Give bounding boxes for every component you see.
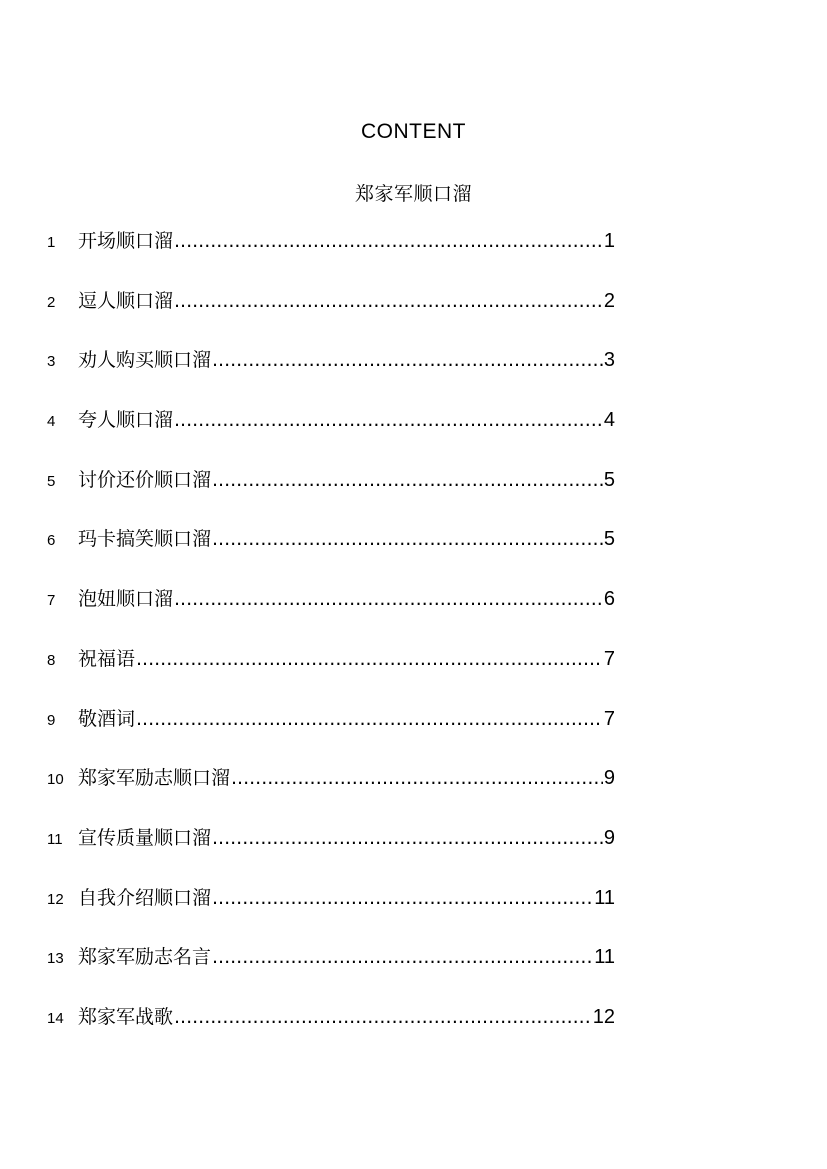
- toc-entry-page: 5: [603, 528, 615, 551]
- toc-entry-page: 6: [603, 588, 615, 611]
- toc-dot-leader: [174, 409, 603, 431]
- toc-entry-14[interactable]: [47, 1002, 615, 1062]
- toc-entry-page: 12: [592, 1005, 615, 1028]
- toc-entry-page: 1: [603, 230, 615, 252]
- toc-dot-leader: [212, 528, 603, 550]
- toc-entry-number: 10: [47, 771, 64, 789]
- toc-entry-title: 逗人顺口溜: [78, 289, 174, 312]
- toc-entry-number: 3: [47, 353, 56, 371]
- toc-entry-number: 14: [47, 1009, 64, 1027]
- toc-entry-number: 2: [47, 293, 56, 311]
- toc-entry-page: 2: [603, 289, 615, 312]
- toc-dot-leader: [136, 648, 603, 670]
- toc-entry-number: 12: [47, 890, 64, 908]
- toc-dot-leader: [212, 349, 603, 371]
- toc-entry-9[interactable]: [47, 704, 615, 764]
- toc-entry-number: 1: [47, 234, 56, 251]
- toc-dot-leader: [174, 290, 603, 312]
- toc-entry-5[interactable]: [47, 465, 615, 525]
- toc-entry-title: 讨价还价顺口溜: [78, 468, 212, 491]
- toc-entry-page: 11: [594, 886, 615, 909]
- toc-entry-number: 4: [47, 413, 56, 431]
- toc-entry-number: 5: [47, 472, 56, 490]
- toc-entry-title: 郑家军励志名言: [78, 946, 212, 969]
- toc-dot-leader: [212, 946, 593, 968]
- toc-entry-title: 祝福语: [78, 647, 136, 670]
- toc-entry-4[interactable]: [47, 405, 615, 465]
- toc-entry-page: 7: [603, 647, 615, 670]
- toc-entry-6[interactable]: [47, 524, 615, 584]
- toc-entry-8[interactable]: [47, 644, 615, 704]
- toc-entry-3[interactable]: [47, 345, 615, 405]
- toc-entry-number: 9: [47, 711, 56, 729]
- toc-dot-leader: [174, 588, 603, 610]
- toc-entry-13[interactable]: [47, 942, 615, 1002]
- toc-entry-page: 5: [603, 468, 615, 491]
- toc-entry-title: 宣传质量顺口溜: [78, 826, 212, 849]
- toc-entry-number: 8: [47, 651, 56, 669]
- toc-entry-title: 自我介绍顺口溜: [78, 886, 212, 909]
- toc-entry-11[interactable]: [47, 823, 615, 883]
- toc-entry-title: 郑家军战歌: [78, 1005, 174, 1028]
- toc-entry-page: 4: [603, 409, 615, 432]
- toc-entry-title: 劝人购买顺口溜: [78, 349, 212, 372]
- toc-entry-page: 9: [603, 767, 615, 790]
- toc-entry-title: 郑家军励志顺口溜: [78, 767, 231, 790]
- toc-dot-leader: [212, 887, 593, 909]
- toc-entry-title: 泡妞顺口溜: [78, 588, 174, 611]
- toc-dot-leader: [136, 708, 603, 730]
- toc-subtitle: 郑家军顺口溜: [354, 183, 472, 205]
- toc-entry-number: 7: [47, 592, 56, 610]
- toc-entry-page: 11: [594, 946, 615, 969]
- toc-dot-leader: [174, 230, 603, 252]
- toc-entry-title: 敬酒词: [78, 707, 136, 730]
- toc-dot-leader: [231, 767, 603, 789]
- toc-entry-1[interactable]: [47, 226, 615, 286]
- toc-entry-12[interactable]: [47, 883, 615, 943]
- toc-entry-title: 开场顺口溜: [78, 230, 174, 252]
- toc-list: [47, 226, 615, 1062]
- toc-entry-10[interactable]: [47, 763, 615, 823]
- toc-entry-page: 9: [603, 826, 615, 849]
- toc-entry-7[interactable]: [47, 584, 615, 644]
- toc-entry-title: 玛卡搞笑顺口溜: [78, 528, 212, 551]
- toc-heading: CONTENT: [361, 120, 466, 143]
- toc-entry-number: 11: [47, 830, 63, 848]
- toc-entry-number: 13: [47, 950, 64, 968]
- toc-entry-number: 6: [47, 532, 56, 550]
- toc-dot-leader: [174, 1006, 592, 1028]
- toc-entry-page: 7: [603, 707, 615, 730]
- toc-entry-page: 3: [603, 349, 615, 372]
- toc-entry-title: 夸人顺口溜: [78, 409, 174, 432]
- toc-dot-leader: [212, 827, 603, 849]
- toc-dot-leader: [212, 469, 603, 491]
- toc-entry-2[interactable]: [47, 286, 615, 346]
